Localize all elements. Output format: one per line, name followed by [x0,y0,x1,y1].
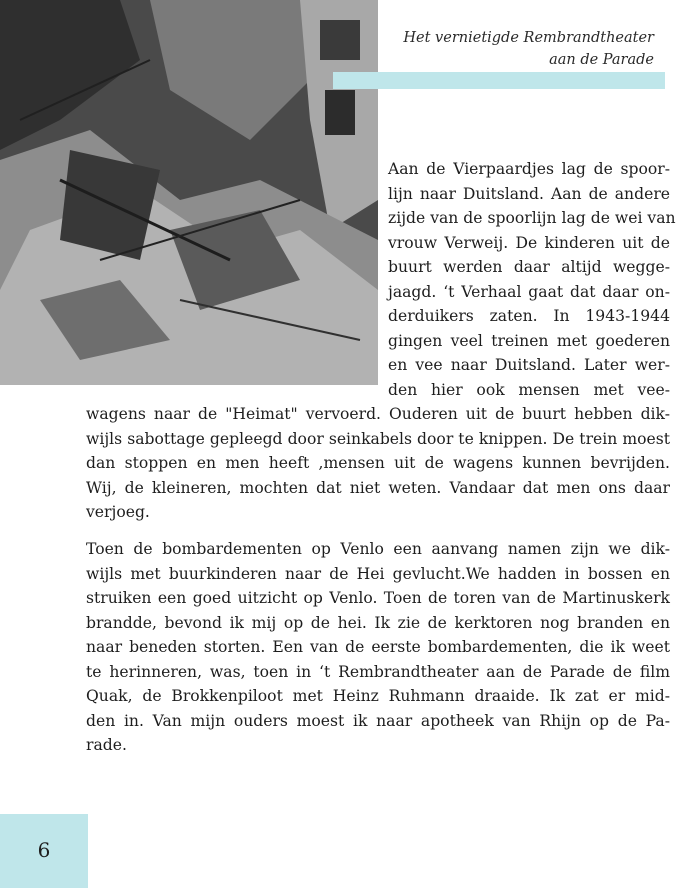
paragraph-1-full-width [86,402,670,525]
text-line: te herinneren, was, toen in ‘t Rembrandtheater aan de Parade de film [86,662,670,681]
rubble-illustration [0,0,378,385]
destroyed-theater-photo [0,0,378,385]
caption-accent-band [333,72,665,89]
text-line: verjoeg. [86,503,150,521]
text-line: lijn naar Duitsland. Aan de andere [388,184,670,203]
text-line: Toen de bombardementen op Venlo een aanvang namen zijn we dik- [86,540,670,558]
text-line: naar beneden storten. Een van de eerste bombardementen, die ik weet [86,638,670,656]
text-line: struiken een goed uitzicht op Venlo. Toen de toren van de Martinuskerk [86,589,670,607]
text-line: zijde van de spoorlijn lag de wei van [388,209,676,227]
text-line: buurt werden daar altijd wegge- [388,258,670,276]
text-line: rade. [86,736,127,754]
text-line: wagens naar de "Heimat" vervoerd. Ouderen uit de buurt hebben dik- [86,405,670,423]
paragraph-1-wrapped-column [388,157,676,402]
text-line: Quak, de Brokkenpiloot met Heinz Ruhmann draaide. Ik zat er mid- [86,687,670,705]
text-line: Aan de Vierpaardjes lag de spoor- [388,160,670,178]
text-line: jaagd. ‘t Verhaal gaat dat daar on- [388,282,670,301]
photo-caption [384,27,654,71]
caption-line-1: Het vernietigde Rembrandtheater [403,30,654,46]
text-line: en vee naar Duitsland. Later wer- [388,356,670,374]
text-line: den in. Van mijn ouders moest ik naar apotheek van Rhijn op de Pa- [86,711,670,730]
paragraph-2 [86,537,670,758]
caption-line-2: aan de Parade [549,52,654,68]
text-line: Wij, de kleineren, mochten dat niet weten. Vandaar dat men ons daar [86,478,670,497]
page-number: 6 [37,838,51,862]
text-line: den hier ook mensen met vee- [388,380,670,399]
text-line: gingen veel treinen met goederen [388,331,670,350]
text-line: wijls sabottage gepleegd door seinkabels door te knippen. De trein moest [86,429,670,448]
text-line: derduikers zaten. In 1943-1944 [388,307,670,325]
text-line: brandde, bevond ik mij op de hei. Ik zie de kerktoren nog branden en [86,613,670,632]
text-line: vrouw Verweij. De kinderen uit de [388,233,670,252]
text-line: dan stoppen en men heeft ,mensen uit de wagens kunnen bevrijden. [86,454,670,472]
text-line: wijls met buurkinderen naar de Hei gevlucht.We hadden in bossen en [86,564,670,583]
